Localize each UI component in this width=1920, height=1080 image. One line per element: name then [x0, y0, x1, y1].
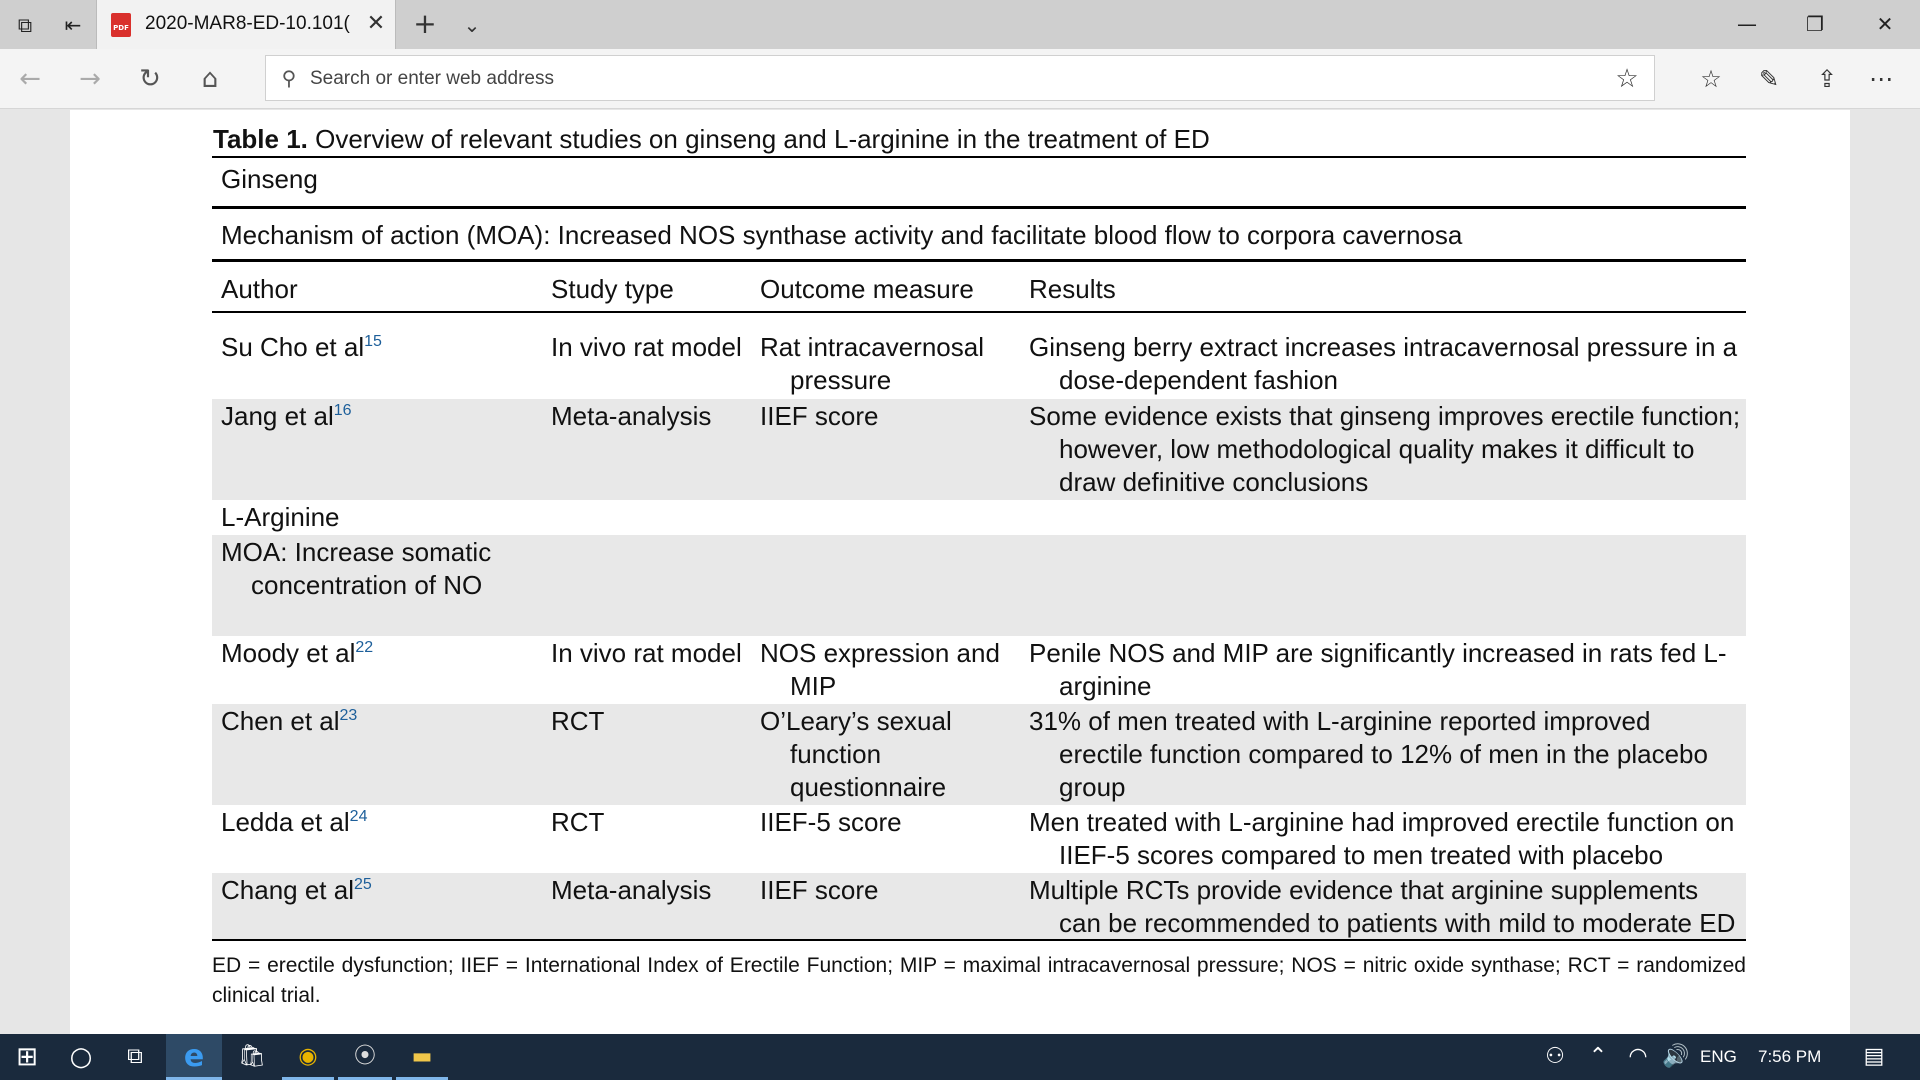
- outcome-measure: O’Leary’s sexual function questionnaire: [760, 706, 952, 802]
- pdf-icon: PDF: [111, 13, 131, 37]
- chrome-icon[interactable]: ◉: [282, 1034, 334, 1080]
- chevron-down-icon[interactable]: ⌄: [463, 13, 481, 37]
- section-heading: Ginseng: [221, 164, 318, 194]
- outcome-measure: IIEF-5 score: [760, 807, 902, 837]
- language-indicator[interactable]: ENG: [1700, 1047, 1737, 1066]
- set-aside-tabs-icon[interactable]: ⇤: [64, 13, 82, 37]
- more-options-icon[interactable]: ⋯: [1869, 65, 1893, 93]
- table-row: [212, 805, 1746, 873]
- title-bar: [0, 0, 1920, 49]
- tab-pdf[interactable]: [96, 0, 396, 49]
- section-row-ginseng: [212, 156, 1746, 206]
- tab-title: 2020-MAR8-ED-10.101(: [145, 13, 350, 34]
- clock[interactable]: 7:56 PM: [1758, 1047, 1822, 1066]
- table-footnote: ED = erectile dysfunction; IIEF = International Index of Erectile Function; MIP = maximal intracavernosal pressure; NOS = nitric oxide synthase; RCT = randomized clinical trial.: [212, 954, 1746, 1007]
- file-explorer-icon[interactable]: ▬: [396, 1034, 448, 1080]
- caption-label: Table 1.: [213, 124, 308, 154]
- web-note-pen-icon[interactable]: ✎: [1758, 65, 1780, 93]
- windows-start-icon[interactable]: ⊞: [16, 1042, 38, 1072]
- edge-browser-icon[interactable]: e: [166, 1034, 222, 1080]
- header-author: Author: [221, 274, 298, 304]
- home-button[interactable]: ⌂: [201, 64, 219, 94]
- outcome-measure: Rat intracavernosal pressure: [760, 332, 984, 395]
- search-icon: ⚲: [281, 66, 297, 90]
- result: Ginseng berry extract increases intracavernosal pressure in a dose-dependent fashion: [1029, 332, 1738, 395]
- reference-link[interactable]: 23: [339, 707, 358, 724]
- wifi-icon[interactable]: ◠: [1628, 1044, 1648, 1069]
- pdf-page: [70, 110, 1850, 1034]
- study-type: RCT: [551, 706, 605, 736]
- volume-icon[interactable]: 🔊: [1662, 1044, 1690, 1069]
- reference-link[interactable]: 25: [353, 876, 372, 893]
- tab-groups-icon[interactable]: ⧉: [17, 13, 33, 37]
- address-input[interactable]: [310, 64, 1560, 94]
- navigation-bar: [0, 49, 1920, 109]
- table-row: [212, 873, 1746, 941]
- close-window-button[interactable]: ✕: [1876, 12, 1894, 36]
- back-button[interactable]: ←: [19, 64, 41, 94]
- study-type: Meta-analysis: [551, 875, 712, 905]
- section-heading: L-Arginine: [221, 502, 340, 532]
- header-results: Results: [1029, 274, 1116, 304]
- result: Men treated with L-arginine had improved erectile function on IIEF-5 scores compared to men treated with placebo: [1029, 807, 1735, 870]
- table-row: [212, 399, 1746, 500]
- author: Su Cho et al: [221, 332, 365, 362]
- chevron-up-icon[interactable]: ⌃: [1588, 1044, 1608, 1069]
- moa-text: MOA: Increase somatic concentration of NO: [221, 537, 492, 600]
- outcome-measure: NOS expression and MIP: [760, 638, 1000, 701]
- moa-row-ginseng: [212, 206, 1746, 262]
- moa-row-larginine: [212, 535, 1746, 636]
- table-row: [212, 313, 1746, 399]
- refresh-button[interactable]: ↻: [139, 64, 161, 94]
- minimize-button[interactable]: —: [1737, 12, 1757, 36]
- result: Some evidence exists that ginseng improves erectile function; however, low methodological quality makes it difficult to draw definitive conclusions: [1029, 401, 1741, 497]
- author: Ledda et al: [221, 807, 350, 837]
- address-bar[interactable]: [265, 55, 1655, 101]
- author: Chen et al: [221, 706, 340, 736]
- reference-link[interactable]: 15: [364, 333, 382, 350]
- study-type: RCT: [551, 807, 605, 837]
- people-icon[interactable]: ⚇: [1545, 1044, 1565, 1069]
- section-row-larginine: [212, 500, 1746, 535]
- table-1: [212, 122, 1746, 1011]
- windows-taskbar: [0, 1034, 1920, 1080]
- result: Multiple RCTs provide evidence that arginine supplements can be recommended to patients with mild to moderate ED: [1029, 875, 1736, 938]
- pdf-viewer[interactable]: [0, 110, 1920, 1034]
- table-caption: [212, 122, 1746, 156]
- restore-button[interactable]: ❐: [1806, 12, 1824, 36]
- favorite-star-icon[interactable]: ☆: [1615, 64, 1639, 94]
- reference-link[interactable]: 16: [333, 402, 352, 419]
- study-type: In vivo rat model: [551, 332, 742, 362]
- author: Jang et al: [221, 401, 334, 431]
- table-row: [212, 636, 1746, 704]
- reference-link[interactable]: 22: [355, 639, 374, 656]
- favorites-list-icon[interactable]: ☆: [1700, 65, 1722, 93]
- cortana-icon[interactable]: ○: [69, 1042, 93, 1072]
- header-study-type: Study type: [551, 274, 674, 304]
- action-center-icon[interactable]: ▤: [1863, 1044, 1885, 1069]
- reference-link[interactable]: 24: [349, 808, 368, 825]
- media-app-icon[interactable]: ⦿: [338, 1034, 392, 1080]
- outcome-measure: IIEF score: [760, 401, 879, 431]
- moa-text: Mechanism of action (MOA): Increased NOS synthase activity and facilitate blood flow to corpora cavernosa: [221, 220, 1463, 250]
- table-row: [212, 704, 1746, 805]
- author: Moody et al: [221, 638, 356, 668]
- task-view-icon[interactable]: ⧉: [127, 1044, 143, 1069]
- study-type: Meta-analysis: [551, 401, 712, 431]
- forward-button[interactable]: →: [79, 64, 101, 94]
- author: Chang et al: [221, 875, 354, 905]
- store-icon[interactable]: 🛍: [238, 1044, 266, 1069]
- result: 31% of men treated with L-arginine reported improved erectile function compared to 12% of men in the placebo group: [1029, 706, 1708, 802]
- study-type: In vivo rat model: [551, 638, 742, 668]
- caption-text: Overview of relevant studies on ginseng and L-arginine in the treatment of ED: [315, 124, 1210, 154]
- table-header-row: [212, 262, 1746, 313]
- header-outcome: Outcome measure: [760, 274, 974, 304]
- close-tab-icon[interactable]: ✕: [366, 11, 386, 36]
- new-tab-button[interactable]: +: [413, 7, 437, 40]
- outcome-measure: IIEF score: [760, 875, 879, 905]
- result: Penile NOS and MIP are significantly increased in rats fed L-arginine: [1029, 638, 1727, 701]
- share-icon[interactable]: ⇪: [1816, 65, 1838, 93]
